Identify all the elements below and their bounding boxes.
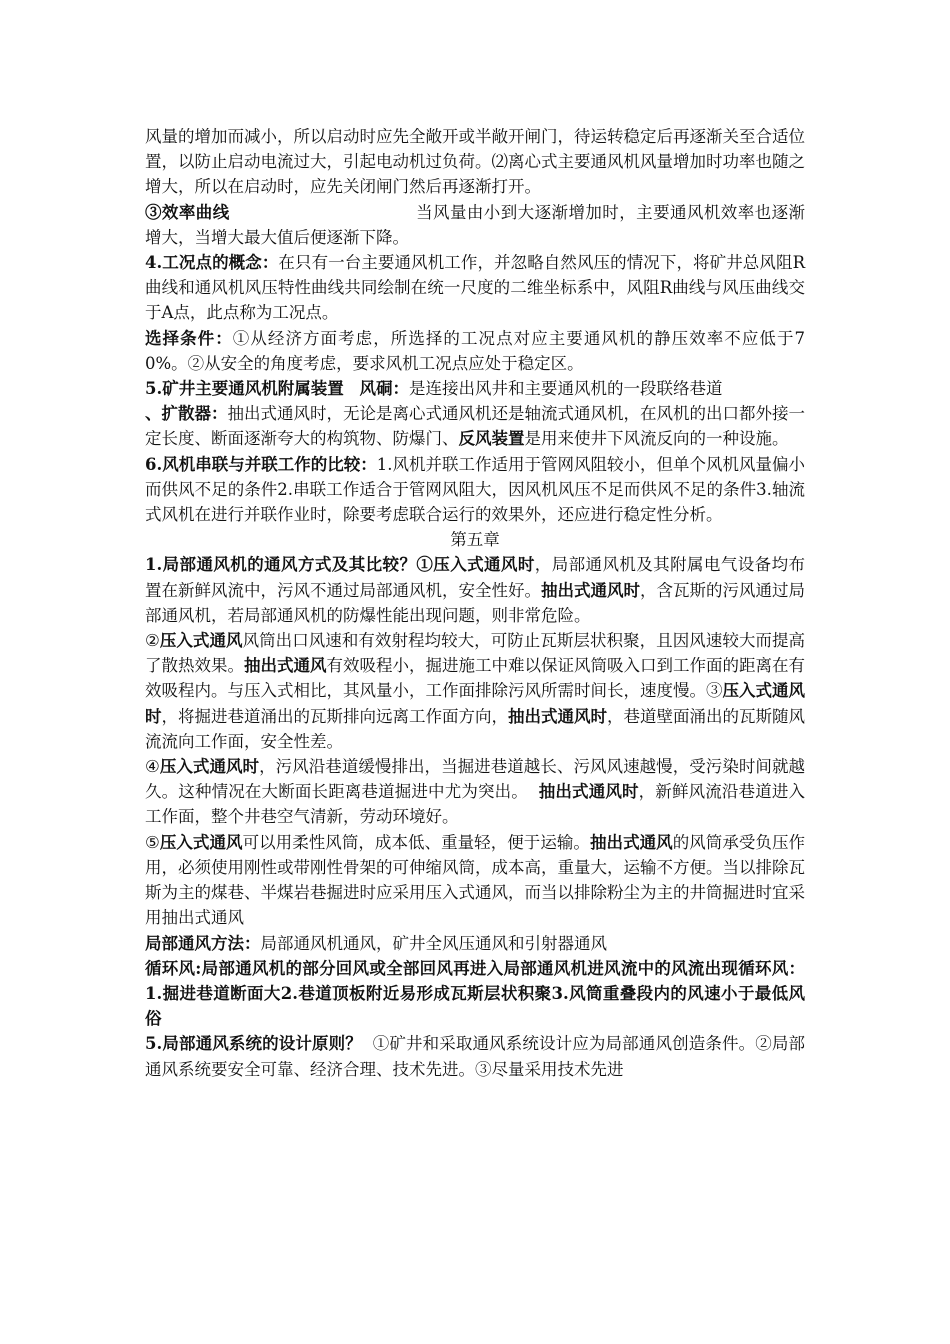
paragraph-subheading: 抽出式通风时 (541, 580, 640, 600)
paragraph-diffuser (145, 401, 805, 451)
paragraph-text: ①从经济方面考虑，所选择的工况点对应主要通风机的静压效率不应低于70%。②从安全的角度考虑，要求风机工况点应处于稳定区。 (145, 328, 806, 373)
paragraph-heading: 压入式通风 (159, 631, 243, 651)
paragraph-prefix: ⑤ (145, 832, 160, 852)
paragraph-auxiliary-devices (145, 376, 805, 401)
paragraph-text: 是用来使井下风流反向的一种设施。 (524, 429, 789, 449)
paragraph-heading: 压入式通风时 (159, 757, 260, 777)
paragraph-prefix: ④ (145, 757, 160, 777)
paragraph-selection-conditions (145, 326, 805, 376)
paragraph-heading: 4.工况点的概念： (145, 253, 279, 273)
paragraph-comparison-2-3 (145, 628, 805, 754)
paragraph-efficiency-curve (145, 200, 805, 250)
chapter-title: 第五章 (450, 530, 500, 550)
paragraph-text: ，局部通风机及其附属电气设备均布置在新鲜风流中，污风不通过局部通风机，安全性好。 (145, 555, 806, 600)
paragraph-text: 在只有一台主要通风机工作，并忽略自然风压的情况下，将矿井总风阻R曲线和通风机风压特性曲线共同绘制在统一尺度的二维坐标系中，风阻R曲线与风压曲线交于A点，此点称为工况点。 (145, 253, 805, 323)
paragraph-subheading: 反风装置 (458, 429, 525, 449)
paragraph-subheading: 压入式通风时 (145, 681, 805, 726)
paragraph-comparison-5 (145, 830, 805, 931)
paragraph-text: 局部通风机通风，矿井全风压通风和引射器通风 (260, 933, 607, 953)
paragraph-heading: 局部通风方法： (145, 933, 261, 953)
paragraph-text: 1.风机并联工作适用于管网风阻较小，但单个风机风量偏小而供风不足的条件2.串联工作适合于管网风阻大，因风机风压不足而供风不足的条件3.轴流式风机在进行并联作业时，除要考虑联合运行的效果外，还应进行稳定性分析。 (145, 454, 805, 525)
paragraph-heading: 5.局部通风系统的设计原则？ (145, 1034, 362, 1054)
paragraph-text: ，将掘进巷道涌出的瓦斯排向远离工作面方向， (161, 706, 508, 726)
paragraph-heading: 压入式通风 (159, 832, 243, 852)
paragraph-subheading: 抽出式通风时 (538, 782, 639, 802)
paragraph-heading: 5.矿井主要通风机附属装置 (145, 379, 344, 399)
paragraph-design-principles (145, 1031, 805, 1081)
paragraph-text: 是连接出风井和主要通风机的一段联络巷道 (408, 379, 723, 399)
paragraph-recirculation (145, 956, 805, 1032)
paragraph-text: ，污风沿巷道缓慢排出，当掘进巷道越长、污风风速越慢，受污染时间就越久。这种情况在大断面长距离巷道掘进中尤为突出。 (145, 757, 806, 802)
paragraph-heading: 1.局部通风机的通风方式及其比较？①压入式通风时 (145, 555, 535, 575)
paragraph-fan-startup (145, 124, 805, 200)
paragraph-local-fan-methods (145, 552, 805, 628)
paragraph-text: 的风筒承受负压作用，必须使用刚性或带刚性骨架的可伸缩风筒，成本高，重量大，运输不方便。当以排除瓦斯为主的煤巷、半煤岩巷掘进时应采用压入式通风，而当以排除粉尘为主的井筒掘进时宜采用抽出式通风 (145, 832, 806, 928)
paragraph-heading: 6.风机串联与并联工作的比较： (145, 454, 377, 474)
paragraph-local-ventilation-methods (145, 931, 805, 956)
paragraph-operating-point (145, 250, 805, 326)
paragraph-text: 有效吸程小，掘进施工中难以保证风筒吸入口到工作面的距离在有效吸程内。与压入式相比，其风量小，工作面排除污风所需时间长，速度慢。③ (145, 656, 805, 701)
paragraph-text: ，含瓦斯的污风通过局部通风机，若局部通风机的防爆性能出现问题，则非常危险。 (145, 580, 805, 625)
paragraph-text: 风筒出口风速和有效射程均较大，可防止瓦斯层状积聚，且因风速较大而提高了散热效果。 (145, 631, 806, 676)
paragraph-text: 当风量由小到大逐渐增加时，主要通风机效率也逐渐增大，当增大最大值后便逐渐下降。 (145, 202, 806, 247)
paragraph-prefix: ② (145, 631, 160, 651)
paragraph-comparison-4 (145, 754, 805, 830)
paragraph-heading: 、扩散器： (145, 404, 228, 424)
paragraph-series-parallel (145, 452, 805, 528)
paragraph-text: 抽出式通风时，无论是离心式通风机还是轴流式通风机，在风机的出口都外接一定长度、断面逐渐夸大的构筑物、防爆门、 (145, 404, 805, 449)
paragraph-subheading: 抽出式通风时 (508, 706, 607, 726)
paragraph-text: ①矿井和采取通风系统设计应为局部通风创造条件。②局部通风系统要安全可靠、经济合理、技术先进。③尽量采用技术先进 (145, 1034, 805, 1079)
paragraph-subheading: 风硐： (359, 379, 409, 399)
paragraph-text: ，巷道壁面涌出的瓦斯随风流流向工作面，安全性差。 (145, 706, 805, 751)
paragraph-subheading: 抽出式通风 (244, 656, 327, 676)
paragraph-text: 风量的增加而减小，所以启动时应先全敞开或半敞开闸门，待运转稳定后再逐渐关至合适位置，以防止启动电流过大，引起电动机过负荷。⑵离心式主要通风机风量增加时功率也随之增大，所以在启动时，应先关闭闸门然后再逐渐打开。 (145, 127, 805, 197)
paragraph-text: 可以用柔性风筒，成本低、重量轻，便于运输。 (242, 832, 590, 852)
paragraph-heading: ③效率曲线 (145, 202, 230, 222)
paragraph-heading: 循环风:局部通风机的部分回风或全部回风再进入局部通风机进风流中的风流出现循环风：1.掘进巷道断面大2.巷道顶板附近易形成瓦斯层状积聚3.风筒重叠段内的风速小于最低风俗 (145, 958, 805, 1029)
paragraph-heading: 选择条件： (145, 328, 233, 348)
paragraph-subheading: 抽出式通风 (589, 832, 673, 852)
paragraph-text: ，新鲜风流沿巷道进入工作面，整个井巷空气清新，劳动环境好。 (145, 782, 806, 827)
document-page (145, 124, 805, 1082)
